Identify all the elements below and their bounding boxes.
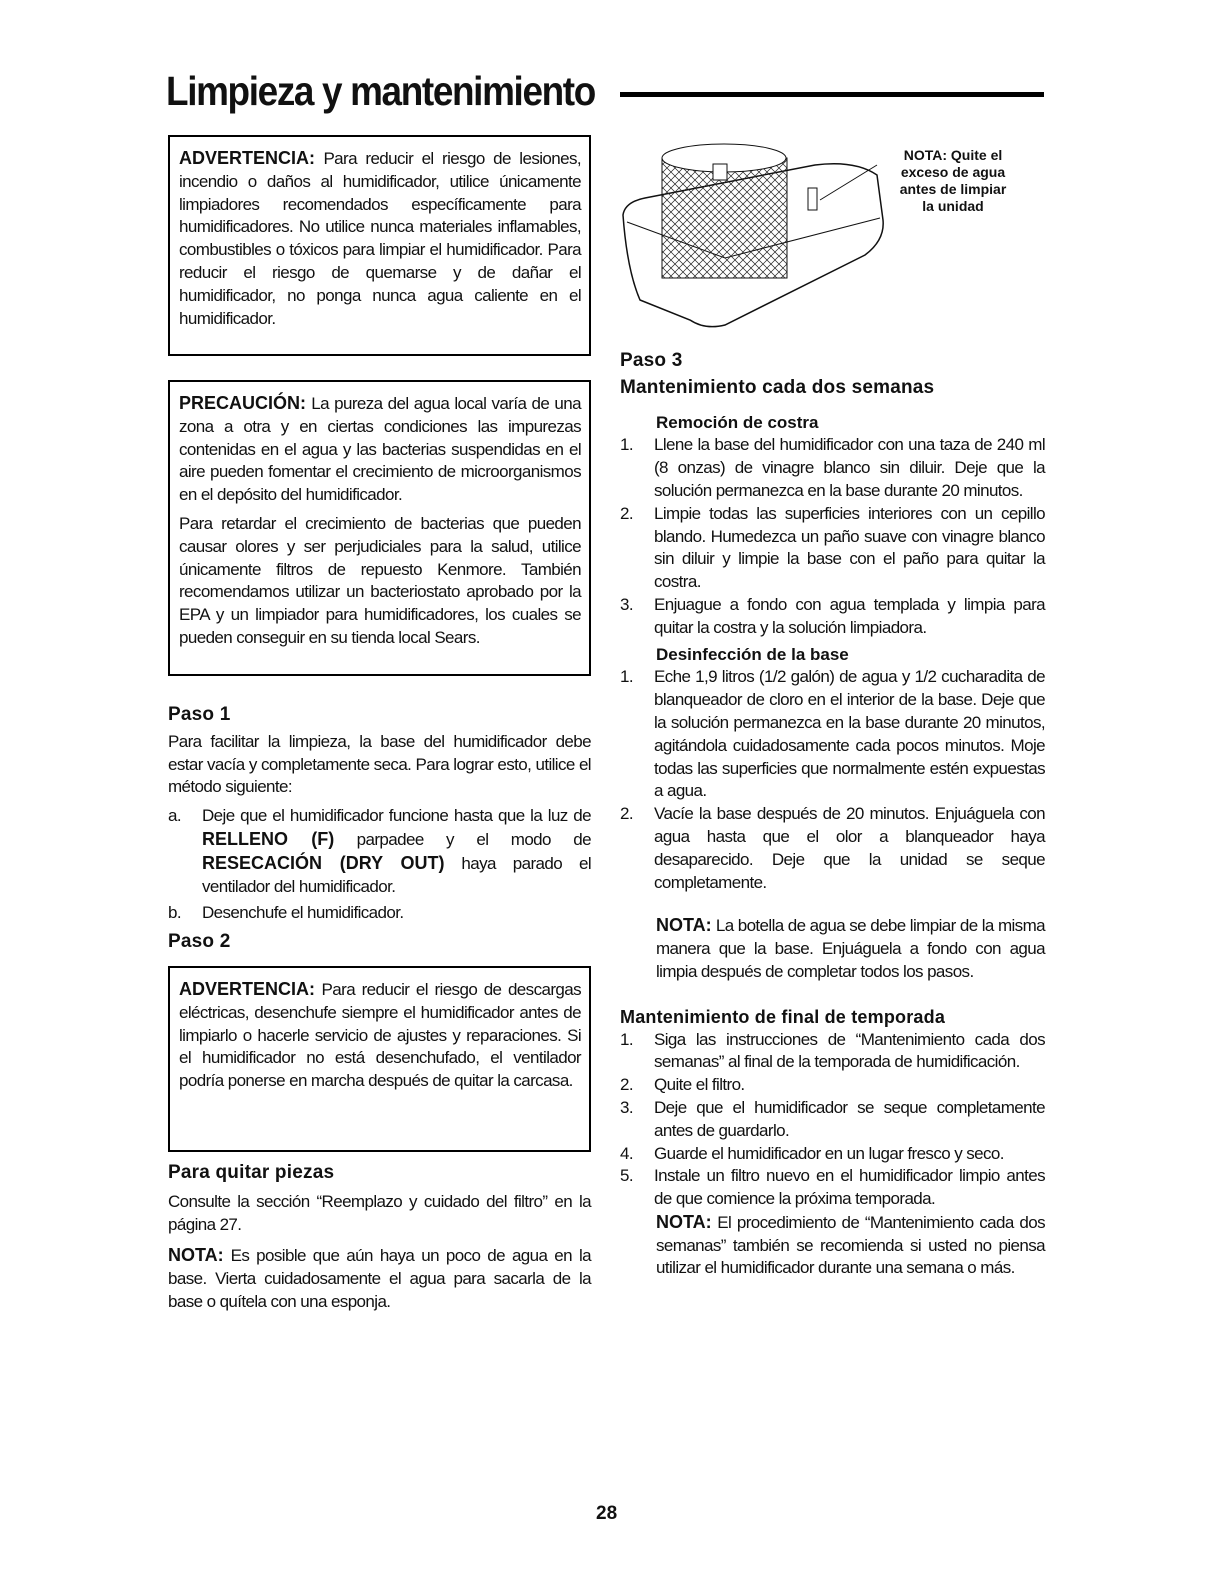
list-item [620, 1143, 1045, 1166]
item-marker: 3. [620, 1097, 633, 1117]
item-marker: b. [168, 903, 181, 923]
item-text: Guarde el humidificador en un lugar fresco y seco. [654, 1143, 1004, 1163]
list-item [620, 1165, 1045, 1211]
item-marker: 5. [620, 1166, 633, 1186]
text-part: parpadee y el modo de [334, 829, 591, 849]
caption-line: exceso de agua [900, 164, 1006, 180]
caution-text [179, 392, 581, 507]
caution-text-2: Para retardar el crecimiento de bacterias que pueden causar olores y ser perjudiciales para la salud, utilice únicamente filtros de repuesto Kenmore. También recomendamos utilizar un bacteriostato aprobado por la EPA y un limpiador para humidificadores, los cuales se pueden conseguir en su tienda local Sears. [179, 513, 581, 647]
dry-out-label: RESECACIÓN (DRY OUT) [202, 852, 445, 873]
list-item [620, 1029, 1045, 1075]
paso3-note [656, 914, 1045, 983]
paso3-subheading: Mantenimiento cada dos semanas [620, 376, 935, 398]
scale-list [620, 434, 1045, 639]
warning-label: ADVERTENCIA: [179, 148, 316, 168]
note-label: NOTA: [656, 1211, 712, 1232]
caption-line: NOTA: Quite el [903, 147, 1003, 163]
item-text: Llene la base del humidificador con una taza de 240 ml (8 onzas) de vinagre blanco sin diluir. Deje que la solución permanezca en la base durante 20 minutos. [654, 435, 1045, 500]
list-item [620, 434, 1045, 502]
text-part: haya parado el ventilador del humidificador. [202, 853, 591, 896]
season-heading: Mantenimiento de final de temporada [620, 1006, 946, 1027]
list-item [168, 902, 591, 925]
relleno-label: RELLENO (F) [202, 828, 335, 849]
disinfect-list [620, 666, 1045, 894]
warning2-label: ADVERTENCIA: [179, 978, 316, 999]
humidifier-base-illustration [615, 140, 895, 335]
item-text: Desenchufe el humidificador. [202, 903, 404, 923]
item-text: Enjuague a fondo con agua templada y limpia para quitar la costra y la solución limpiadora. [654, 594, 1045, 637]
list-item [620, 594, 1045, 640]
item-marker: a. [168, 806, 181, 826]
remove-heading: Para quitar piezas [168, 1161, 335, 1183]
item-marker: 2. [620, 1075, 633, 1095]
page-title: Limpieza y mantenimiento [166, 68, 595, 114]
list-item [620, 1097, 1045, 1143]
item-text: Siga las instrucciones de “Mantenimiento cada dos semanas” al final de la temporada de humidificación. [654, 1029, 1045, 1072]
item-text [202, 805, 591, 898]
warning-box-2 [168, 966, 591, 1152]
warning-text [179, 147, 581, 330]
caution-box [168, 380, 591, 676]
paso1-text: Para facilitar la limpieza, la base del humidificador debe estar vacía y completamente seca. Para lograr esto, utilice el método siguiente: [168, 731, 591, 797]
caution-label: PRECAUCIÓN: [179, 393, 307, 413]
item-marker: 2. [620, 804, 633, 824]
note-body: Es posible que aún haya un poco de agua en la base. Vierta cuidadosamente el agua para sacarla de la base o quítela con una esponja. [168, 1246, 591, 1311]
item-marker: 1. [620, 435, 633, 455]
item-text: Vacíe la base después de 20 minutos. Enjuáguela con agua hasta que el olor a blanqueador haya desaparecido. Deje que la unidad se seque completamente. [654, 804, 1045, 892]
caution-body: La pureza del agua local varía de una zona a otra y en ciertas condiciones las impurezas contenidas en el agua y las bacterias suspendidas en el aire pueden fomentar el crecimiento de microorganismos en el depósito del humidificador. [179, 394, 581, 505]
note-label: NOTA: [656, 915, 712, 936]
paso3-heading: Paso 3 [620, 350, 683, 371]
list-item [168, 805, 591, 898]
note-body: El procedimiento de “Mantenimiento cada dos semanas” también se recomienda si usted no piensa utilizar el humidificador durante una semana o más. [656, 1212, 1045, 1278]
note-body: La botella de agua se debe limpiar de la misma manera que la base. Enjuáguela a fondo con agua limpia después de completar todos los pasos. [656, 916, 1045, 981]
caption-line: antes de limpiar [899, 181, 1007, 197]
item-marker: 1. [620, 667, 633, 687]
note-label: NOTA: [168, 1245, 224, 1266]
item-text: Deje que el humidificador se seque completamente antes de guardarlo. [654, 1097, 1045, 1140]
warning-body: Para reducir el riesgo de lesiones, incendio o daños al humidificador, utilice únicamente limpiadores recomendados específicamente para humidificadores. No utilice nunca materiales inflamables, combustibles o tóxicos para limpiar el humidificador. Para reducir el riesgo de quemarse y de dañar el humidificador, no ponga nunca agua caliente en el humidificador. [179, 149, 581, 328]
page-number: 28 [596, 1503, 618, 1524]
scale-heading: Remoción de costra [656, 412, 819, 432]
caption-line: la unidad [922, 198, 984, 214]
warning-box [168, 135, 591, 356]
paso1-list [168, 805, 591, 925]
title-rule [620, 92, 1044, 97]
paso2-heading: Paso 2 [168, 931, 231, 953]
remove-note [168, 1244, 591, 1313]
right-column [620, 350, 1045, 1280]
text-part: Deje que el humidificador funcione hasta que la luz de [202, 806, 591, 826]
item-text: Limpie todas las superficies interiores con un cepillo blando. Humedezca un paño suave con vinagre blanco sin diluir y limpie la base con el paño para quitar la costra. [654, 503, 1045, 592]
warning2-body: Para reducir el riesgo de descargas eléctricas, desenchufe siempre el humidificador antes de limpiarlo o hacerle servicio de ajustes y reparaciones. Si el humidificador no está desenchufado, el ventilador podría ponerse en marcha después de quitar la carcasa. [179, 979, 581, 1091]
season-list [620, 1029, 1045, 1211]
disinfect-heading: Desinfección de la base [656, 644, 849, 664]
list-item [620, 503, 1045, 594]
warning2-text [179, 978, 581, 1093]
remove-text: Consulte la sección “Reemplazo y cuidado del filtro” en la página 27. [168, 1191, 591, 1234]
season-note [656, 1211, 1045, 1280]
item-text: Quite el filtro. [654, 1075, 745, 1095]
figure-caption [868, 147, 1038, 215]
list-item [620, 666, 1045, 803]
item-text: Instale un filtro nuevo en el humidificador limpio antes de que comience la próxima temporada. [654, 1166, 1045, 1209]
item-marker: 3. [620, 594, 633, 614]
item-marker: 4. [620, 1143, 633, 1163]
list-item [620, 803, 1045, 894]
item-marker: 2. [620, 503, 633, 523]
paso1-heading: Paso 1 [168, 704, 231, 725]
item-marker: 1. [620, 1029, 633, 1049]
left-column [168, 135, 591, 1314]
item-text: Eche 1,9 litros (1/2 galón) de agua y 1/2 cucharadita de blanqueador de cloro en el interior de la base. Deje que la solución permanezca en la base durante 20 minutos, agitándola cuidadosamente cada pocos minutos. Moje todas las superficies que normalmente estén expuestas a agua. [654, 667, 1045, 801]
list-item [620, 1074, 1045, 1097]
